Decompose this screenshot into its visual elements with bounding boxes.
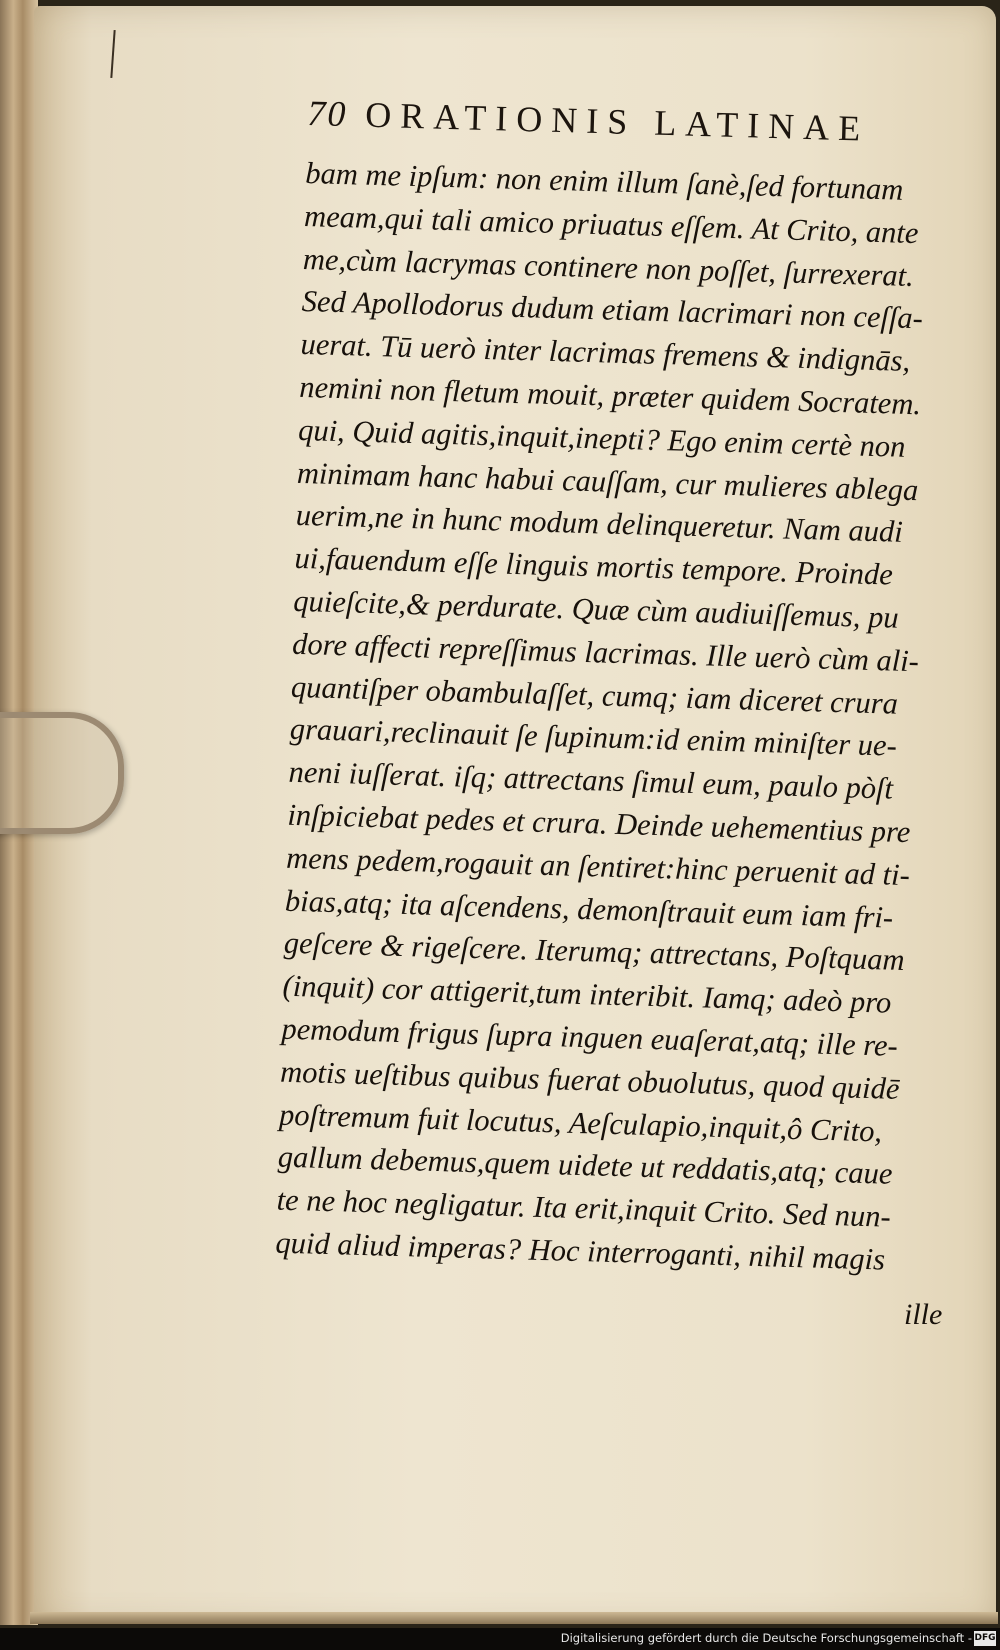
text-line: minimam hanc habui cauſſam, cur mulieres ablega: [296, 455, 919, 507]
page-clip: [0, 712, 124, 834]
text-line: bam me ipſum: non enim illum ſanè,ſed fortunam: [304, 155, 904, 207]
text-line: motis ueſtibus quibus fuerat obuolutus, quod quidē: [279, 1054, 900, 1106]
text-line: quid aliud imperas? Hoc interroganti, nihil magis: [275, 1225, 886, 1277]
text-line: me,cùm lacrymas continere non poſſet, ſurrexerat.: [302, 241, 915, 293]
catchword: ille: [904, 1298, 943, 1331]
dfg-logo: DFG: [974, 1631, 996, 1646]
text-line: geſcere & rigeſcere. Iterumq; attrectans, Poſtquam: [283, 926, 905, 978]
text-line: gallum debemus,quem uidete ut reddatis,atq; caue: [277, 1139, 893, 1192]
text-line: neni iuſſerat. iſq; attrectans ſimul eum, paulo pòſt: [288, 754, 894, 806]
text-line: poſtremum fuit locutus, Aeſculapio,inquit,ô Crito,: [278, 1097, 883, 1148]
text-line: uerat. Tū uerò inter lacrimas fremens & indignās,: [300, 327, 911, 379]
text-line: meam,qui tali amico priuatus eſſem. At Crito, ante: [303, 198, 919, 250]
running-title: ORATIONIS LATINAE: [364, 94, 870, 149]
text-line: quieſcite,& perdurate. Quæ cùm audiuiſſemus, pu: [292, 583, 900, 635]
text-line: dore affecti repreſſimus lacrimas. Ille uerò cùm ali-: [291, 626, 920, 679]
text-line: qui, Quid agitis,inquit,inepti? Ego enim certè non: [297, 412, 906, 464]
text-line: pemodum frigus ſupra inguen euaſerat,atq; ille re-: [281, 1011, 899, 1063]
text-line: bias,atq; ita aſcendens, demonſtrauit eum iam fri-: [284, 883, 894, 935]
text-line: inſpiciebat pedes et crura. Deinde uehementius pre: [287, 797, 911, 850]
footer-credit: Digitalisierung gefördert durch die Deutsche Forschungsgemeinschaft -: [560, 1631, 972, 1645]
text-line: te ne hoc negligatur. Ita erit,inquit Crito. Sed nun-: [276, 1182, 892, 1234]
text-line: quantiſper obambulaſſet, cumq; iam diceret crura: [290, 669, 899, 721]
text-line: (inquit) cor attigerit,tum interibit. Iamq; adeò pro: [282, 968, 892, 1020]
text-line: ui,fauendum eſſe linguis mortis tempore. Proinde: [294, 541, 894, 592]
footer-bar: [0, 1628, 1000, 1650]
text-line: mens pedem,rogauit an ſentiret:hinc peruenit ad ti-: [285, 840, 911, 892]
text-line: grauari,reclinauit ſe ſupinum:id enim miniſter ue-: [289, 712, 898, 764]
text-line: Sed Apollodorus dudum etiam lacrimari non ceſſa-: [301, 284, 924, 336]
body-text: [275, 152, 946, 1282]
text-line: nemini non fletum mouit, præter quidem Socratem.: [298, 369, 922, 422]
page-number: 70: [306, 92, 348, 135]
text-line: uerim,ne in hunc modum delinqueretur. Nam audi: [295, 498, 904, 550]
page-edge: [30, 1612, 998, 1624]
